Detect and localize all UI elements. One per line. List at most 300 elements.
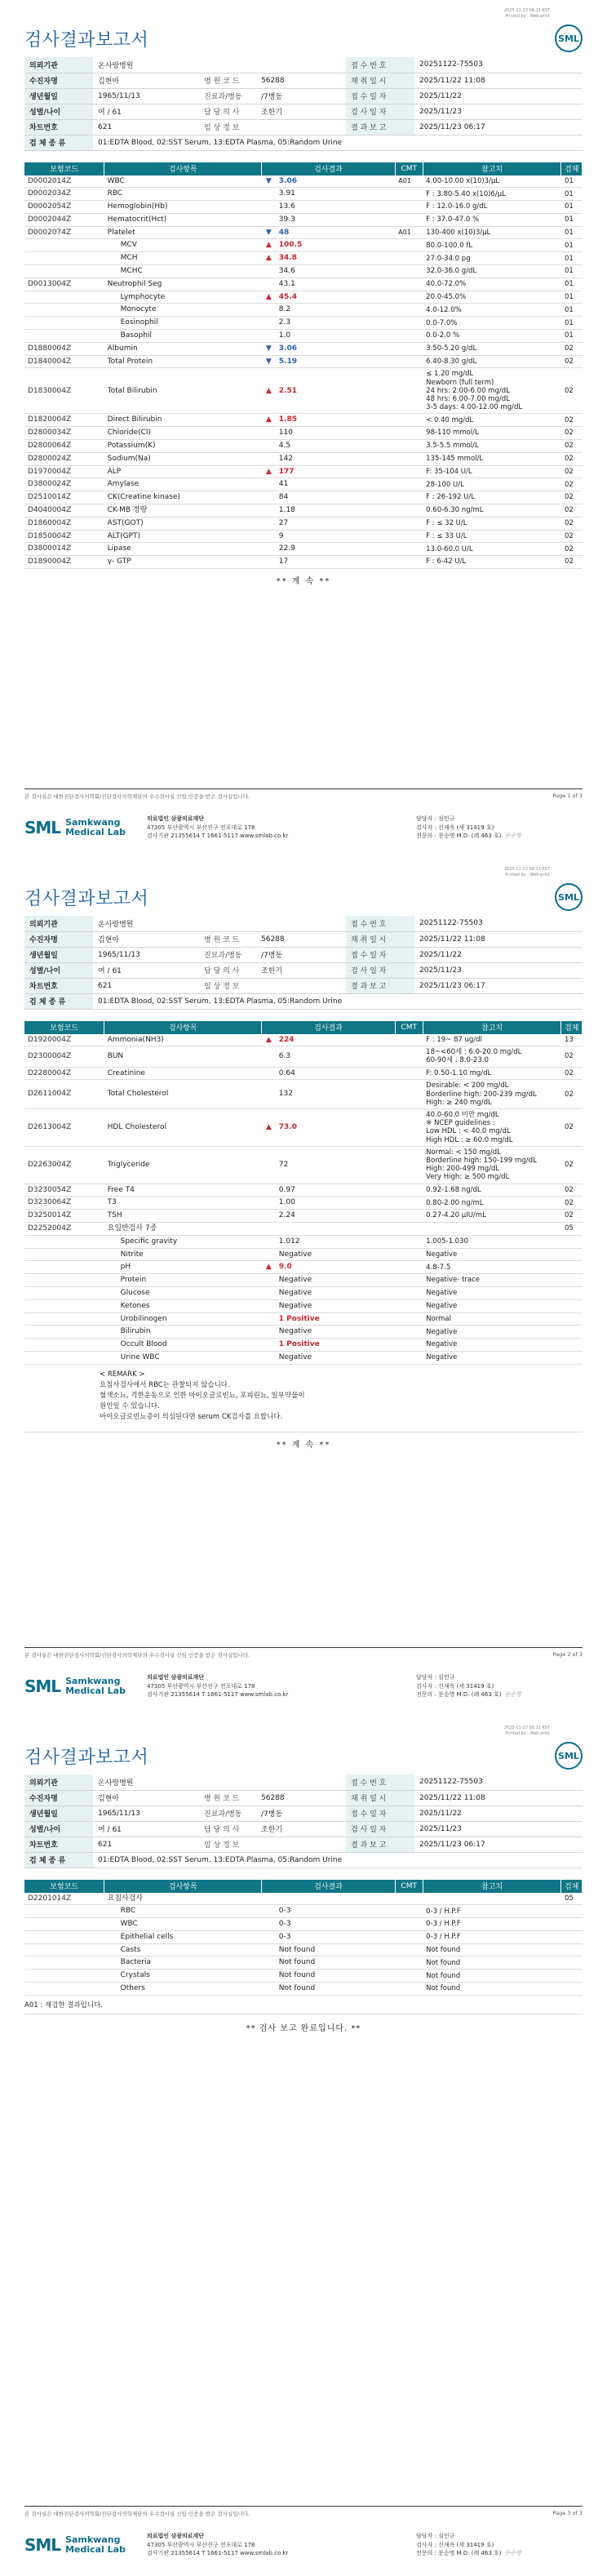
patient-info-table: 의뢰기관 온사랑병원 접 수 번 호 20251122-75503 수진자명 김현아 병 원 코 드 56288 채 취 일 시 2025/11/22 11:08 생년월일 1965/11/13 진료과/병동 /7병동 접 수 일 자 2025/11/22 성별/나이 여 / 61 담 당 의 사 조한기 검 사 일 자 2025/11/23 차트번호 621 임 상 정 보 결 과 보 고 2025/11/23 06:17 검 체 종 류 01:EDTA Blood, 02:SST Serum, 13:EDTA Plasma, 05:Random Urine [24, 916, 583, 1010]
insurance-code: D2300004Z [24, 1046, 104, 1067]
flag-cell [262, 1248, 276, 1261]
test-result: 142 [276, 452, 395, 465]
table-row [24, 368, 583, 414]
insurance-code: D1840004Z [24, 355, 104, 368]
comment-code [395, 491, 423, 504]
test-result: 6.3 [276, 1046, 395, 1067]
specimen-code [561, 1930, 583, 1943]
table-row [24, 252, 583, 265]
table-row [24, 1286, 583, 1299]
test-result: Not found [276, 1983, 395, 1996]
table-row [24, 491, 583, 504]
test-name: ALP [104, 465, 262, 478]
comment-code [395, 1261, 423, 1274]
test-result: 0-3 [276, 1905, 395, 1918]
test-result: Not found [276, 1970, 395, 1983]
specimen-code [561, 1970, 583, 1983]
specimen-code: 02 [561, 517, 583, 530]
insurance-code [24, 265, 104, 278]
insurance-code: D0002044Z [24, 213, 104, 226]
flag-cell [262, 1067, 276, 1080]
samkwang-logo: SML Samkwang Medical Lab [24, 2534, 126, 2555]
reference-range [423, 1222, 561, 1235]
test-name: Ketones [104, 1299, 262, 1312]
insurance-code: D1850004Z [24, 530, 104, 543]
reference-range: F : 37.0-47.0 % [423, 213, 561, 226]
test-result: 9.0 [276, 1261, 395, 1274]
test-result: 3.06 [276, 342, 395, 355]
flag-cell [262, 1893, 276, 1905]
reference-range: 135-145 mmol/L [423, 452, 561, 465]
flag-cell [262, 1918, 276, 1931]
specimen-code: 02 [561, 491, 583, 504]
comment-code [395, 1274, 423, 1287]
insurance-code: D3800024Z [24, 478, 104, 491]
reference-range: 80.0-100.0 fL [423, 239, 561, 252]
specimen-code: 02 [561, 1109, 583, 1147]
insurance-code: D4040004Z [24, 504, 104, 517]
insurance-code [24, 1261, 104, 1274]
test-result: 45.4 [276, 291, 395, 304]
table-row [24, 1956, 583, 1970]
results-table: 보험코드 검사항목 검사결과 CMT 참고치 검체 D1920004Z Ammonia(NH3) ▲ 224 F : 19~ 87 ug/dl 13 D2300004Z BUN 6.3 18~<60세 : 6.0-20.0 mg/dL 60-90세 : 8.0-23.0 02 D2280004Z Creatinine 0.64 F: 0.50-1.10 mg/dL 02 D2611004Z Total Cholesterol 132 Desirable: < 200 mg/dL Borderline high: 200-239 mg/dL High: ≥ 240 mg/dL 02 D2613004Z HDL Cholesterol ▲ 73.0 40.0-60.0 미만 mg/dL ※ NCEP guidelines : Low HDL : < 40.0 mg/dL High HDL : ≥ 60.0 mg/dL 02 D2263004Z Triglyceride 72 Normal: < 150 mg/dL Borderline high: 150-199 mg/dL High: 200-499 mg/dL Very High: ≥ 500 mg/dL 02 D3230054Z Free T4 0.97 0.92-1.68 ng/dL 02 D3230064Z T3 1.00 0.80-2.00 ng/mL 02 D3250014Z TSH 2.24 0.27-4.20 μIU/mL 02 D2252004Z 요일반검사 7종 05 Specific gravity 1.012 1.005-1.030 Nitrite Negative Negative pH ▲ 9.0 4.8-7.5 Protein Negative Negative- trace Glucose Negative Negative Ketones Negative Negative Urobilinogen 1 Positive Normal Bilirubin Negative Negative Occult Blood 1 Positive Negative Urine WBC Negative Negative < REMARK > 요침사검사에서 RBC는 관찰되지 않습니다. 혈색소뇨, 격한운동으로 인한 마이오글로빈뇨, 포피린뇨, 일부약물이 원인일 수 있습니다. 마이오글로빈뇨증이 의심된다면 serum CK검사를 요합니다. [24, 1021, 583, 1432]
insurance-code: D2800024Z [24, 452, 104, 465]
test-name: HDL Cholesterol [104, 1109, 262, 1147]
reference-range: ≤ 1.20 mg/dL Newborn (full term) 24 hrs: 2.00-6.00 mg/dL 48 hrs: 6.00-7.00 mg/dL 3-5 days: 4.00-12.00 mg/dL [423, 368, 561, 414]
sml-logo-icon: SML [555, 883, 583, 911]
comment-code [395, 1893, 423, 1905]
insurance-code [24, 1956, 104, 1970]
reference-range: Desirable: < 200 mg/dL Borderline high: 200-239 mg/dL High: ≥ 240 mg/dL [423, 1080, 561, 1109]
comment-code [395, 304, 423, 317]
reference-range: F : 6-42 U/L [423, 556, 561, 569]
table-row [24, 1893, 583, 1905]
test-name: Lymphocyte [104, 291, 262, 304]
specimen-code: 02 [561, 342, 583, 355]
flag-cell [262, 330, 276, 343]
reference-range: 0.80-2.00 ng/mL [423, 1197, 561, 1210]
test-name: T3 [104, 1197, 262, 1210]
test-name: Hematocrit(Hct) [104, 213, 262, 226]
comment-code [395, 414, 423, 427]
reference-range: 0.27-4.20 μIU/mL [423, 1210, 561, 1223]
comment-code [395, 1905, 423, 1918]
test-result: 13.6 [276, 201, 395, 214]
high-arrow-icon: ▲ [262, 465, 276, 478]
table-row [24, 1210, 583, 1223]
insurance-code [24, 330, 104, 343]
comment-code [395, 504, 423, 517]
specimen-code: 01 [561, 291, 583, 304]
test-result: Negative [276, 1299, 395, 1312]
insurance-code [24, 1248, 104, 1261]
results-table: 보험코드 검사항목 검사결과 CMT 참고치 검체 D0002014Z WBC ▼ 3.06 A01 4.00-10.00 x(10)3/μL 01 D0002034Z RBC 3.91 F : 3.80-5.40 x(10)6/μL 01 D0002054Z Hemoglobin(Hb) 13.6 F : 12.0-16.0 g/dL 01 D0002044Z Hematocrit(Hct) 39.3 F : 37.0-47.0 % 01 D0002074Z Platelet ▼ 48 A01 130-400 x(10)3/μL 01 MCV ▲ 100.5 80.0-100.0 fL 01 MCH ▲ 34.8 27.0-34.0 pg 01 MCHC 34.6 32.0-36.0 g/dL 01 D0013004Z Neutrophil Seg 43.1 40.0-72.0% 01 Lymphocyte ▲ 45.4 20.0-45.0% 01 Monocyte 8.2 4.0-12.0% 01 Eosinophil 2.3 0.0-7.0% 01 Basophil 1.0 0.0-2.0 % 01 D1880004Z Albumin ▼ 3.06 3.50-5.20 g/dL 02 D1840004Z Total Protein ▼ 5.19 6.40-8.30 g/dL 02 D1830004Z Total Bilirubin ▲ 2.51 ≤ 1.20 mg/dL Newborn (full term) 24 hrs: 2.00-6.00 mg/dL 48 hrs: 6.00-7.00 mg/dL 3-5 days: 4.00-12.00 mg/dL 02 D1820004Z Direct Bilirubin ▲ 1.85 < 0.40 mg/dL 02 D2800034Z Chloride(Cl) 110 98-110 mmol/L 02 D2800064Z Potassium(K) 4.5 3.5-5.5 mmol/L 02 D2800024Z Sodium(Na) 142 135-145 mmol/L 02 D1970004Z ALP ▲ 177 F: 35-104 U/L 02 D3800024Z Amylase 41 28-100 U/L 02 D2510014Z CK(Creatine kinase) 84 F : 26-192 U/L 02 D4040004Z CK-MB 정량 1.18 0.60-6.30 ng/mL 02 D1860004Z AST(GOT) 27 F : ≤ 32 U/L 02 D1850004Z ALT(GPT) 9 F : ≤ 33 U/L 02 D3800014Z Lipase 22.9 13.0-60.0 U/L 02 D1890004Z γ- GTP 17 F : 6-42 U/L 02 [24, 162, 583, 569]
table-row [24, 1034, 583, 1046]
comment-code [395, 1970, 423, 1983]
test-name: Chloride(Cl) [104, 427, 262, 440]
flag-cell [262, 1905, 276, 1918]
specimen-code [561, 1956, 583, 1970]
insurance-code: D1820004Z [24, 414, 104, 427]
reference-range: 40.0-60.0 미만 mg/dL ※ NCEP guidelines : Low HDL : < 40.0 mg/dL High HDL : ≥ 60.0 mg/dL [423, 1109, 561, 1147]
flag-cell [262, 188, 276, 201]
signature: 문순명 [504, 2550, 521, 2557]
insurance-code: D0002054Z [24, 201, 104, 214]
comment-code [395, 1080, 423, 1109]
table-row [24, 1248, 583, 1261]
comment-code [395, 556, 423, 569]
test-result: 0-3 [276, 1930, 395, 1943]
test-name: Hemoglobin(Hb) [104, 201, 262, 214]
reference-range: 4.0-12.0% [423, 304, 561, 317]
flag-cell [262, 1235, 276, 1248]
table-row [24, 465, 583, 478]
flag-cell [262, 1970, 276, 1983]
reference-range: Not found [423, 1970, 561, 1983]
test-result: 17 [276, 556, 395, 569]
flag-cell [262, 1080, 276, 1109]
test-result: Negative [276, 1274, 395, 1287]
specimen-code [561, 1286, 583, 1299]
table-row [24, 175, 583, 188]
flag-cell [262, 1197, 276, 1210]
table-row [24, 1339, 583, 1352]
reference-range: Negative [423, 1299, 561, 1312]
test-result: Not found [276, 1943, 395, 1956]
reference-range: 4.8-7.5 [423, 1261, 561, 1274]
specimen-code [561, 1351, 583, 1364]
reference-range: 32.0-36.0 g/dL [423, 265, 561, 278]
reference-range: 13.0-60.0 U/L [423, 543, 561, 556]
test-name: MCH [104, 252, 262, 265]
table-row [24, 1918, 583, 1931]
page-number: Page 1 of 3 [552, 793, 583, 799]
comment-note: A01 : 재검한 결과입니다. [24, 1996, 583, 2014]
flag-cell [262, 1930, 276, 1943]
insurance-code: D1880004Z [24, 342, 104, 355]
reference-range: Normal: < 150 mg/dL Borderline high: 150-199 mg/dL High: 200-499 mg/dL Very High: ≥ 500 mg/dL [423, 1146, 561, 1184]
flag-cell [262, 265, 276, 278]
flag-cell [262, 1210, 276, 1223]
insurance-code: D3800014Z [24, 543, 104, 556]
table-row [24, 265, 583, 278]
reference-range: F : 26-192 U/L [423, 491, 561, 504]
test-result: 22.9 [276, 543, 395, 556]
specimen-code: 02 [561, 355, 583, 368]
test-result: Negative [276, 1351, 395, 1364]
low-arrow-icon: ▼ [262, 355, 276, 368]
table-row [24, 239, 583, 252]
comment-code [395, 1983, 423, 1996]
test-result: 9 [276, 530, 395, 543]
insurance-code: D1920004Z [24, 1034, 104, 1046]
table-row [24, 1970, 583, 1983]
test-name: Sodium(Na) [104, 452, 262, 465]
test-result: Negative [276, 1248, 395, 1261]
reference-range: 40.0-72.0% [423, 278, 561, 291]
specimen-code: 02 [561, 1184, 583, 1197]
comment-code [395, 1326, 423, 1339]
insurance-code: D0013004Z [24, 278, 104, 291]
flag-cell [262, 478, 276, 491]
test-result: 0.64 [276, 1067, 395, 1080]
results-table: 보험코드 검사항목 검사결과 CMT 참고치 검체 D2201014Z 요침사검사 05 RBC 0-3 0-3 / H.P.F WBC 0-3 0-3 / H.P.F Epithelial cells 0-3 0-3 / H.P.F Casts Not found Not found Bacteria Not found Not found Crystals Not found Not found Others Not found Not found [24, 1880, 583, 1996]
table-row [24, 304, 583, 317]
test-name: Total Cholesterol [104, 1080, 262, 1109]
reference-range: 0-3 / H.P.F [423, 1918, 561, 1931]
flag-cell [262, 1326, 276, 1339]
table-row [24, 1351, 583, 1364]
table-row [24, 1930, 583, 1943]
test-result: 8.2 [276, 304, 395, 317]
specimen-code [561, 1235, 583, 1248]
test-name: RBC [104, 188, 262, 201]
page-header [24, 1717, 583, 1774]
page-number: Page 2 of 3 [552, 1651, 583, 1658]
test-name: BUN [104, 1046, 262, 1067]
specimen-code: 02 [561, 452, 583, 465]
test-name: Eosinophil [104, 317, 262, 330]
comment-code [395, 1312, 423, 1326]
test-result [276, 1222, 395, 1235]
insurance-code: D2252004Z [24, 1222, 104, 1235]
signature: 문순명 [504, 1691, 521, 1699]
specimen-code: 01 [561, 188, 583, 201]
comment-code [395, 1235, 423, 1248]
insurance-code: D1830004Z [24, 368, 104, 414]
reference-range: 0.0-7.0% [423, 317, 561, 330]
specimen-code: 01 [561, 175, 583, 188]
comment-code [395, 465, 423, 478]
table-row [24, 291, 583, 304]
flag-cell [262, 1184, 276, 1197]
insurance-code: D2611004Z [24, 1080, 104, 1109]
table-row [24, 1146, 583, 1184]
insurance-code [24, 1299, 104, 1312]
reference-range: 18~<60세 : 6.0-20.0 mg/dL 60-90세 : 8.0-23.0 [423, 1046, 561, 1067]
flag-cell [262, 1286, 276, 1299]
flag-cell [262, 317, 276, 330]
insurance-code [24, 1312, 104, 1326]
comment-code [395, 213, 423, 226]
reference-range: < 0.40 mg/dL [423, 414, 561, 427]
test-result: 177 [276, 465, 395, 478]
specimen-code: 02 [561, 543, 583, 556]
flag-cell [262, 504, 276, 517]
test-name: Urine WBC [104, 1351, 262, 1364]
specimen-code: 02 [561, 1067, 583, 1080]
test-name: Creatinine [104, 1067, 262, 1080]
specimen-code [561, 1905, 583, 1918]
specimen-code: 01 [561, 252, 583, 265]
page-footer: 본 검사실은 대한진단검사의학회/진단검사의학재단의 우수검사실 신임 인증을 받은 검사실입니다. Page 2 of 3 SML Samkwang Medical Lab 의료법인 삼광의료재단 47305 부산광역시 부산진구 전포대로 178 검사기관 21355614 T 1661-5117 www.smlab.co.kr 담당자 : 심민규 검사자 : 신재옥 (세 31419 호) 전문의 : 문순명 M.D. (레 463 호) 문순명 [24, 1647, 583, 1709]
report-title: 검사결과보고서 [24, 30, 149, 51]
test-result: 110 [276, 427, 395, 440]
comment-code [395, 1146, 423, 1184]
test-name: Urobilinogen [104, 1312, 262, 1326]
insurance-code: D1890004Z [24, 556, 104, 569]
specimen-code [561, 1261, 583, 1274]
test-result: 100.5 [276, 239, 395, 252]
comment-code [395, 1210, 423, 1223]
insurance-code [24, 317, 104, 330]
insurance-code: D2613004Z [24, 1109, 104, 1147]
reference-range: 0.92-1.68 ng/dL [423, 1184, 561, 1197]
high-arrow-icon: ▲ [262, 239, 276, 252]
page-number: Page 3 of 3 [552, 2510, 583, 2516]
comment-code [395, 1943, 423, 1956]
table-row [24, 1943, 583, 1956]
table-row [24, 517, 583, 530]
specimen-code: 01 [561, 330, 583, 343]
specimen-code [561, 1248, 583, 1261]
test-name: AST(GOT) [104, 517, 262, 530]
insurance-code [24, 239, 104, 252]
table-row [24, 317, 583, 330]
comment-code [395, 530, 423, 543]
reference-range: 6.40-8.30 g/dL [423, 355, 561, 368]
flag-cell [262, 439, 276, 452]
test-result: 2.24 [276, 1210, 395, 1223]
page-footer: 본 검사실은 대한진단검사의학회/진단검사의학재단의 우수검사실 신임 인증을 받은 검사실입니다. Page 1 of 3 SML Samkwang Medical Lab 의료법인 삼광의료재단 47305 부산광역시 부산진구 전포대로 178 검사기관 21355614 T 1661-5117 www.smlab.co.kr 담당자 : 심민규 검사자 : 신재옥 (세 31419 호) 전문의 : 문순명 M.D. (레 463 호) 문순명 [24, 788, 583, 851]
low-arrow-icon: ▼ [262, 175, 276, 188]
test-result: 3.91 [276, 188, 395, 201]
test-name: Crystals [104, 1970, 262, 1983]
test-name: Direct Bilirubin [104, 414, 262, 427]
test-name: 요일반검사 7종 [104, 1222, 262, 1235]
insurance-code [24, 1326, 104, 1339]
insurance-code [24, 291, 104, 304]
reference-range: Not found [423, 1943, 561, 1956]
reference-range: 98-110 mmol/L [423, 427, 561, 440]
high-arrow-icon: ▲ [262, 414, 276, 427]
test-result: 1 Positive [276, 1312, 395, 1326]
reference-range: 4.00-10.00 x(10)3/μL [423, 175, 561, 188]
page-footer: 본 검사실은 대한진단검사의학회/진단검사의학재단의 우수검사실 신임 인증을 받은 검사실입니다. Page 3 of 3 SML Samkwang Medical Lab 의료법인 삼광의료재단 47305 부산광역시 부산진구 전포대로 178 검사기관 21355614 T 1661-5117 www.smlab.co.kr 담당자 : 심민규 검사자 : 신재옥 (세 31419 호) 전문의 : 문순명 M.D. (레 463 호) 문순명 [24, 2506, 583, 2568]
sml-logo-icon: SML [555, 24, 583, 52]
test-name: Free T4 [104, 1184, 262, 1197]
flag-cell [262, 201, 276, 214]
comment-code [395, 1351, 423, 1364]
flag-cell [262, 452, 276, 465]
test-result: 34.8 [276, 252, 395, 265]
table-row [24, 427, 583, 440]
reference-range: F: 0.50-1.10 mg/dL [423, 1067, 561, 1080]
specimen-code: 01 [561, 226, 583, 239]
table-row [24, 1046, 583, 1067]
test-result [276, 1893, 395, 1905]
specimen-code: 13 [561, 1034, 583, 1046]
table-row [24, 213, 583, 226]
comment-code [395, 1248, 423, 1261]
reference-range: 1.005-1.030 [423, 1235, 561, 1248]
reference-range: Negative [423, 1351, 561, 1364]
low-arrow-icon: ▼ [262, 342, 276, 355]
test-name: pH [104, 1261, 262, 1274]
flag-cell [262, 1274, 276, 1287]
reference-range: F : 19~ 87 ug/dl [423, 1034, 561, 1046]
patient-info-table: 의뢰기관 온사랑병원 접 수 번 호 20251122-75503 수진자명 김현아 병 원 코 드 56288 채 취 일 시 2025/11/22 11:08 생년월일 1965/11/13 진료과/병동 /7병동 접 수 일 자 2025/11/22 성별/나이 여 / 61 담 당 의 사 조한기 검 사 일 자 2025/11/23 차트번호 621 임 상 정 보 결 과 보 고 2025/11/23 06:17 검 체 종 류 01:EDTA Blood, 02:SST Serum, 13:EDTA Plasma, 05:Random Urine [24, 57, 583, 151]
flag-cell [262, 517, 276, 530]
high-arrow-icon: ▲ [262, 252, 276, 265]
test-result: Negative [276, 1326, 395, 1339]
table-row [24, 226, 583, 239]
high-arrow-icon: ▲ [262, 291, 276, 304]
test-name: Others [104, 1983, 262, 1996]
comment-code: A01 [395, 226, 423, 239]
test-result: Negative [276, 1286, 395, 1299]
insurance-code [24, 1351, 104, 1364]
comment-code [395, 1956, 423, 1970]
specimen-code [561, 1326, 583, 1339]
samkwang-logo: SML Samkwang Medical Lab [24, 816, 126, 837]
test-result: 5.19 [276, 355, 395, 368]
insurance-code [24, 1983, 104, 1996]
test-result: 72 [276, 1146, 395, 1184]
insurance-code: D2263004Z [24, 1146, 104, 1184]
patient-info-table: 의뢰기관 온사랑병원 접 수 번 호 20251122-75503 수진자명 김현아 병 원 코 드 56288 채 취 일 시 2025/11/22 11:08 생년월일 1965/11/13 진료과/병동 /7병동 접 수 일 자 2025/11/22 성별/나이 여 / 61 담 당 의 사 조한기 검 사 일 자 2025/11/23 차트번호 621 임 상 정 보 결 과 보 고 2025/11/23 06:17 검 체 종 류 01:EDTA Blood, 02:SST Serum, 13:EDTA Plasma, 05:Random Urine [24, 1774, 583, 1868]
flag-cell [262, 1956, 276, 1970]
test-result: 84 [276, 491, 395, 504]
table-row [24, 1235, 583, 1248]
specimen-code: 02 [561, 530, 583, 543]
test-result: 0-3 [276, 1918, 395, 1931]
insurance-code [24, 304, 104, 317]
comment-code [395, 252, 423, 265]
table-row [24, 1067, 583, 1080]
page-header [24, 859, 583, 916]
specimen-code: 02 [561, 556, 583, 569]
test-result: 0.97 [276, 1184, 395, 1197]
test-result: 2.3 [276, 317, 395, 330]
remark-text: < REMARK > 요침사검사에서 RBC는 관찰되지 않습니다. 혈색소뇨, 격한운동으로 인한 마이오글로빈뇨, 포피린뇨, 일부약물이 원인일 수 있습니다. 마이오글로빈뇨증이 의심된다면 serum CK검사를 요합니다. [100, 1370, 305, 1422]
insurance-code: D1970004Z [24, 465, 104, 478]
reference-range: F : 12.0-16.0 g/dL [423, 201, 561, 214]
comment-code [395, 188, 423, 201]
test-result: 48 [276, 226, 395, 239]
specimen-code: 01 [561, 317, 583, 330]
comment-code [395, 1046, 423, 1067]
comment-code [395, 368, 423, 414]
insurance-code [24, 1918, 104, 1931]
print-info: 2025-11-23 08:11 KST Printed by : Web-print [503, 867, 550, 877]
specimen-code: 01 [561, 304, 583, 317]
table-row [24, 1222, 583, 1235]
insurance-code [24, 1235, 104, 1248]
flag-cell [262, 1312, 276, 1326]
reference-range [423, 1893, 561, 1905]
table-row [24, 452, 583, 465]
table-row [24, 504, 583, 517]
comment-code [395, 1197, 423, 1210]
table-row [24, 1197, 583, 1210]
specimen-code: 02 [561, 414, 583, 427]
specimen-code [561, 1299, 583, 1312]
specimen-code: 02 [561, 368, 583, 414]
report-title: 검사결과보고서 [24, 1748, 149, 1768]
comment-code [395, 1299, 423, 1312]
specimen-code [561, 1983, 583, 1996]
insurance-code: D2280004Z [24, 1067, 104, 1080]
sml-logo-icon: SML [555, 1742, 583, 1770]
table-row [24, 1312, 583, 1326]
test-name: Monocyte [104, 304, 262, 317]
report-page-1 [0, 0, 607, 859]
reference-range: 130-400 x(10)3/μL [423, 226, 561, 239]
table-row [24, 1109, 583, 1147]
test-result: 34.6 [276, 265, 395, 278]
test-name: Bacteria [104, 1956, 262, 1970]
